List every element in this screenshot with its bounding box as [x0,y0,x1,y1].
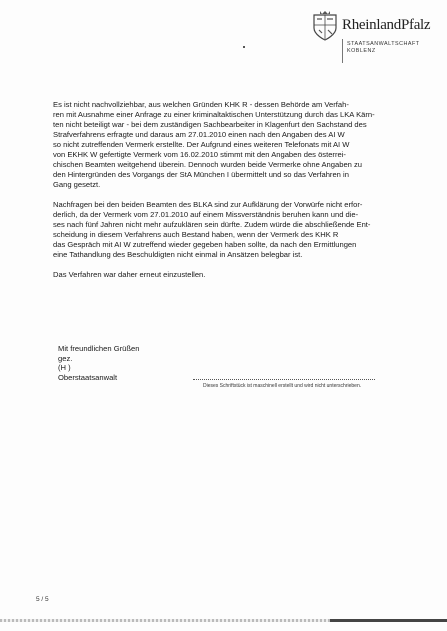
text-line: Es ist nicht nachvollziehbar, aus welchen Gründen KHK R - dessen Behörde am Verfah- [53,100,349,109]
text-line: Das Verfahren war daher erneut einzustellen. [53,270,206,279]
text-line: derlich, da der Vermerk vom 27.01.2010 auf einem Missverständnis beruhen kann und die- [53,210,359,219]
brand-wordmark: RheinlandPfalz [342,17,431,33]
text-line: ten nicht beteiligt war - bei dem zuständigen Sachbearbeiter in Klagenfurt den Sachstand des [53,120,367,129]
closing-signed: gez. [58,353,73,363]
office-name [347,41,420,55]
text-line: das Gespräch mit AI W zutreffend wieder gegeben haben sollte, da nach den Ermittlungen [53,240,357,249]
text-line: den Hintergründen des Vorgangs der StA München I übermittelt und so das Verfahren in [53,170,349,179]
text-line: scheidung in diesem Verfahrens auch Bestand haben, wenn der Vermerk des KHK R [53,230,339,239]
text-line: ses nach fünf Jahren nicht mehr aufzuklären sein dürfte. Zudem würde die abschließende Ent- [53,220,371,229]
letterhead-divider [342,39,343,63]
office-line-1: STAATSANWALTSCHAFT [347,41,420,47]
notice-separator [193,379,375,380]
page-number: 5 / 5 [36,596,49,603]
letter-body [53,100,433,290]
signer-title: Oberstaatsanwalt [58,372,118,382]
letterhead-logo [311,10,439,70]
machine-generated-notice: Dieses Schriftstück ist maschinell erstellt und wird nicht unterschrieben. [203,383,362,389]
scan-edge-dark [330,619,447,622]
text-line: Nachfragen bei den beiden Beamten des BLKA sind zur Aufklärung der Vorwürfe nicht erfor- [53,200,363,209]
text-line: so nicht zutreffenden Vermerk erstellte. Der Aufgrund eines weiteren Telefonats mit AI W [53,140,350,149]
signer-name: (H ) [58,363,71,372]
letter-closing [58,344,139,382]
text-line: von EKHK W gefertigte Vermerk vom 16.02.2010 stimmt mit den Angaben des österrei- [53,150,346,159]
text-line: Strafverfahrens erfragte und daraus am 27.01.2010 einen nach den Angaben des AI W [53,130,345,139]
text-line: Gang gesetzt. [53,180,101,189]
paragraph-3 [53,270,433,280]
scan-speck [243,46,245,48]
closing-greeting: Mit freundlichen Grüßen [58,344,140,353]
paragraph-2 [53,200,433,260]
state-coat-of-arms-icon [311,10,339,42]
paragraph-1 [53,100,433,190]
office-line-2: KOBLENZ [347,48,376,54]
text-line: ren mit Ausnahme einer Anfrage zu einer kriminaltaktischen Unterstützung durch das LKA Kärn- [53,110,375,119]
text-line: chischen Beamten weitgehend überein. Dennoch wurden beide Vermerke ohne Angaben zu [53,160,363,169]
text-line: eine Tathandlung des Beschuldigten nicht einmal in Ansätzen belegbar ist. [53,250,303,259]
